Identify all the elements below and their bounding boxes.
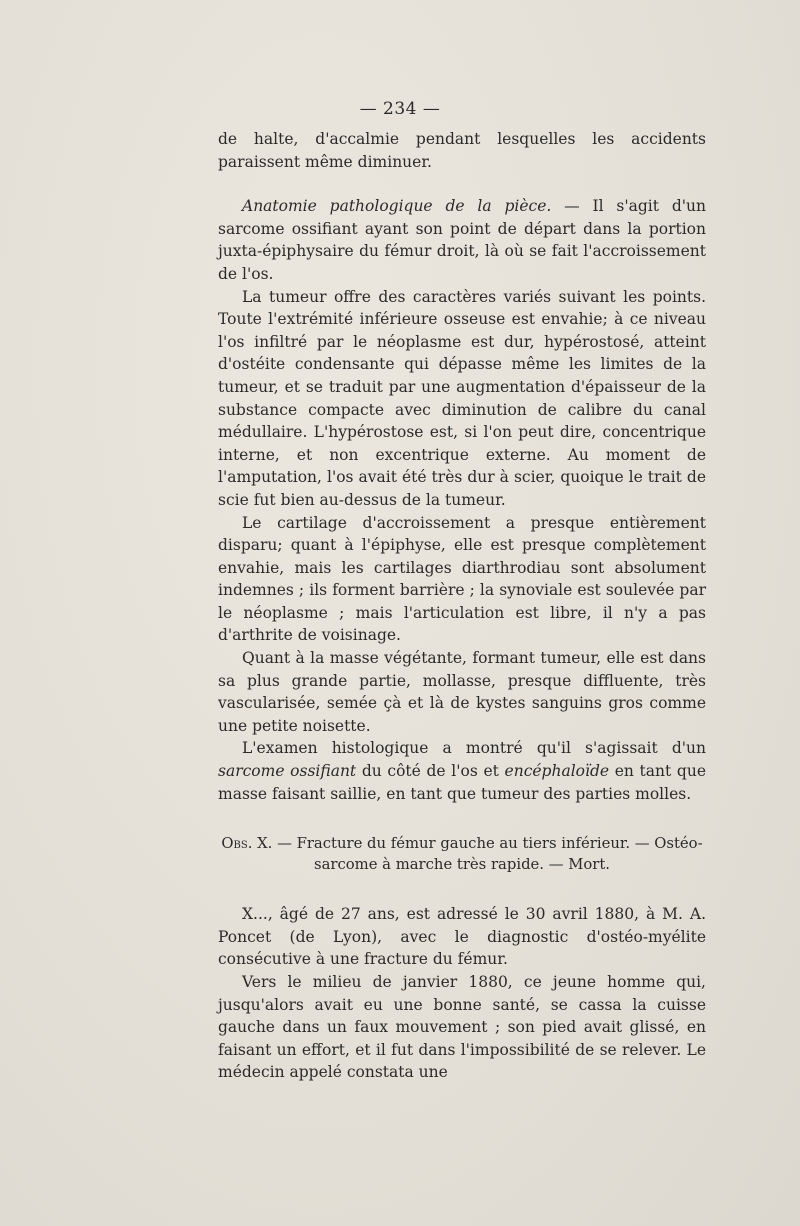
paragraph-anatomy-intro	[218, 195, 706, 285]
observation-heading	[218, 833, 706, 875]
paragraph-cartilage: Le cartilage d'accroissement a presque entièrement disparu; quant à l'épiphyse, elle est presque complètement envahie, mais les cartilages diarthrodiau sont absolument indemnes ; ils forment barrière ; la synoviale est soulevée par le néoplasme ; mais l'articulation est libre, il n'y a pas d'arthrite de voisinage.	[218, 513, 706, 645]
page-number: — 234 —	[359, 99, 441, 119]
paragraph-tumor-description: La tumeur offre des caractères variés suivant les points. Toute l'extrémité inférieure osseuse est envahie; à ce niveau l'os infiltré par le néoplasme est dur, hypérostosé, atteint d'ostéite condensante qui dépasse même les limites de la tumeur, et se traduit par une augmentation d'épaisseur de la substance compacte avec diminution de calibre du canal médullaire. L'hypérostose est, si l'on peut dire, concentrique interne, et non excentrique externe. Au moment de l'amputation, l'os avait été très dur à scier, quoique le trait de scie fut bien au-dessus de la tumeur.	[218, 287, 706, 509]
observation-title-line2: sarcome à marche très rapide. — Mort.	[314, 856, 610, 874]
paragraph-anatomy-intro-text: — Il s'agit d'un sarcome ossifiant ayant son point de départ dans la portion juxta-épiphysaire du fémur droit, là où se fait l'accroissement de l'os.	[218, 197, 706, 283]
body-text	[218, 128, 706, 1084]
section-heading-anatomy: Anatomie pathologique de la pièce.	[242, 197, 552, 216]
histology-term-sarcome: sarcome ossifiant	[218, 762, 357, 781]
paragraph-histology	[218, 737, 706, 805]
observation-title-line1: — Fracture du fémur gauche au tiers inférieur. — Ostéo-	[272, 835, 703, 853]
histology-term-encephaloide: encéphaloïde	[504, 762, 610, 781]
histology-text-b: du côté de l'os et	[356, 762, 505, 781]
histology-text-c: en tant que masse faisant saillie, en tant que tumeur des parties molles.	[218, 762, 706, 803]
paragraph-continuation: de halte, d'accalmie pendant lesquelles les accidents paraissent même diminuer.	[218, 130, 706, 171]
paragraph-mass: Quant à la masse végétante, formant tumeur, elle est dans sa plus grande partie, mollasse, presque diffluente, très vascularisée, semée çà et là de kystes sanguins gros comme une petite noisette.	[218, 649, 706, 735]
paragraph-case-intro: X..., âgé de 27 ans, est adressé le 30 avril 1880, à M. A. Poncet (de Lyon), avec le diagnostic d'ostéo-myélite consécutive à une fracture du fémur.	[218, 905, 706, 969]
histology-text-a: L'examen histologique a montré qu'il s'agissait d'un	[242, 739, 706, 758]
observation-label: Obs. X.	[221, 835, 273, 853]
paragraph-case-history: Vers le milieu de janvier 1880, ce jeune homme qui, jusqu'alors avait eu une bonne santé, se cassa la cuisse gauche dans un faux mouvement ; son pied avait glissé, en faisant un effort, et il fut dans l'impossibilité de se relever. Le médecin appelé constata une	[218, 973, 706, 1082]
